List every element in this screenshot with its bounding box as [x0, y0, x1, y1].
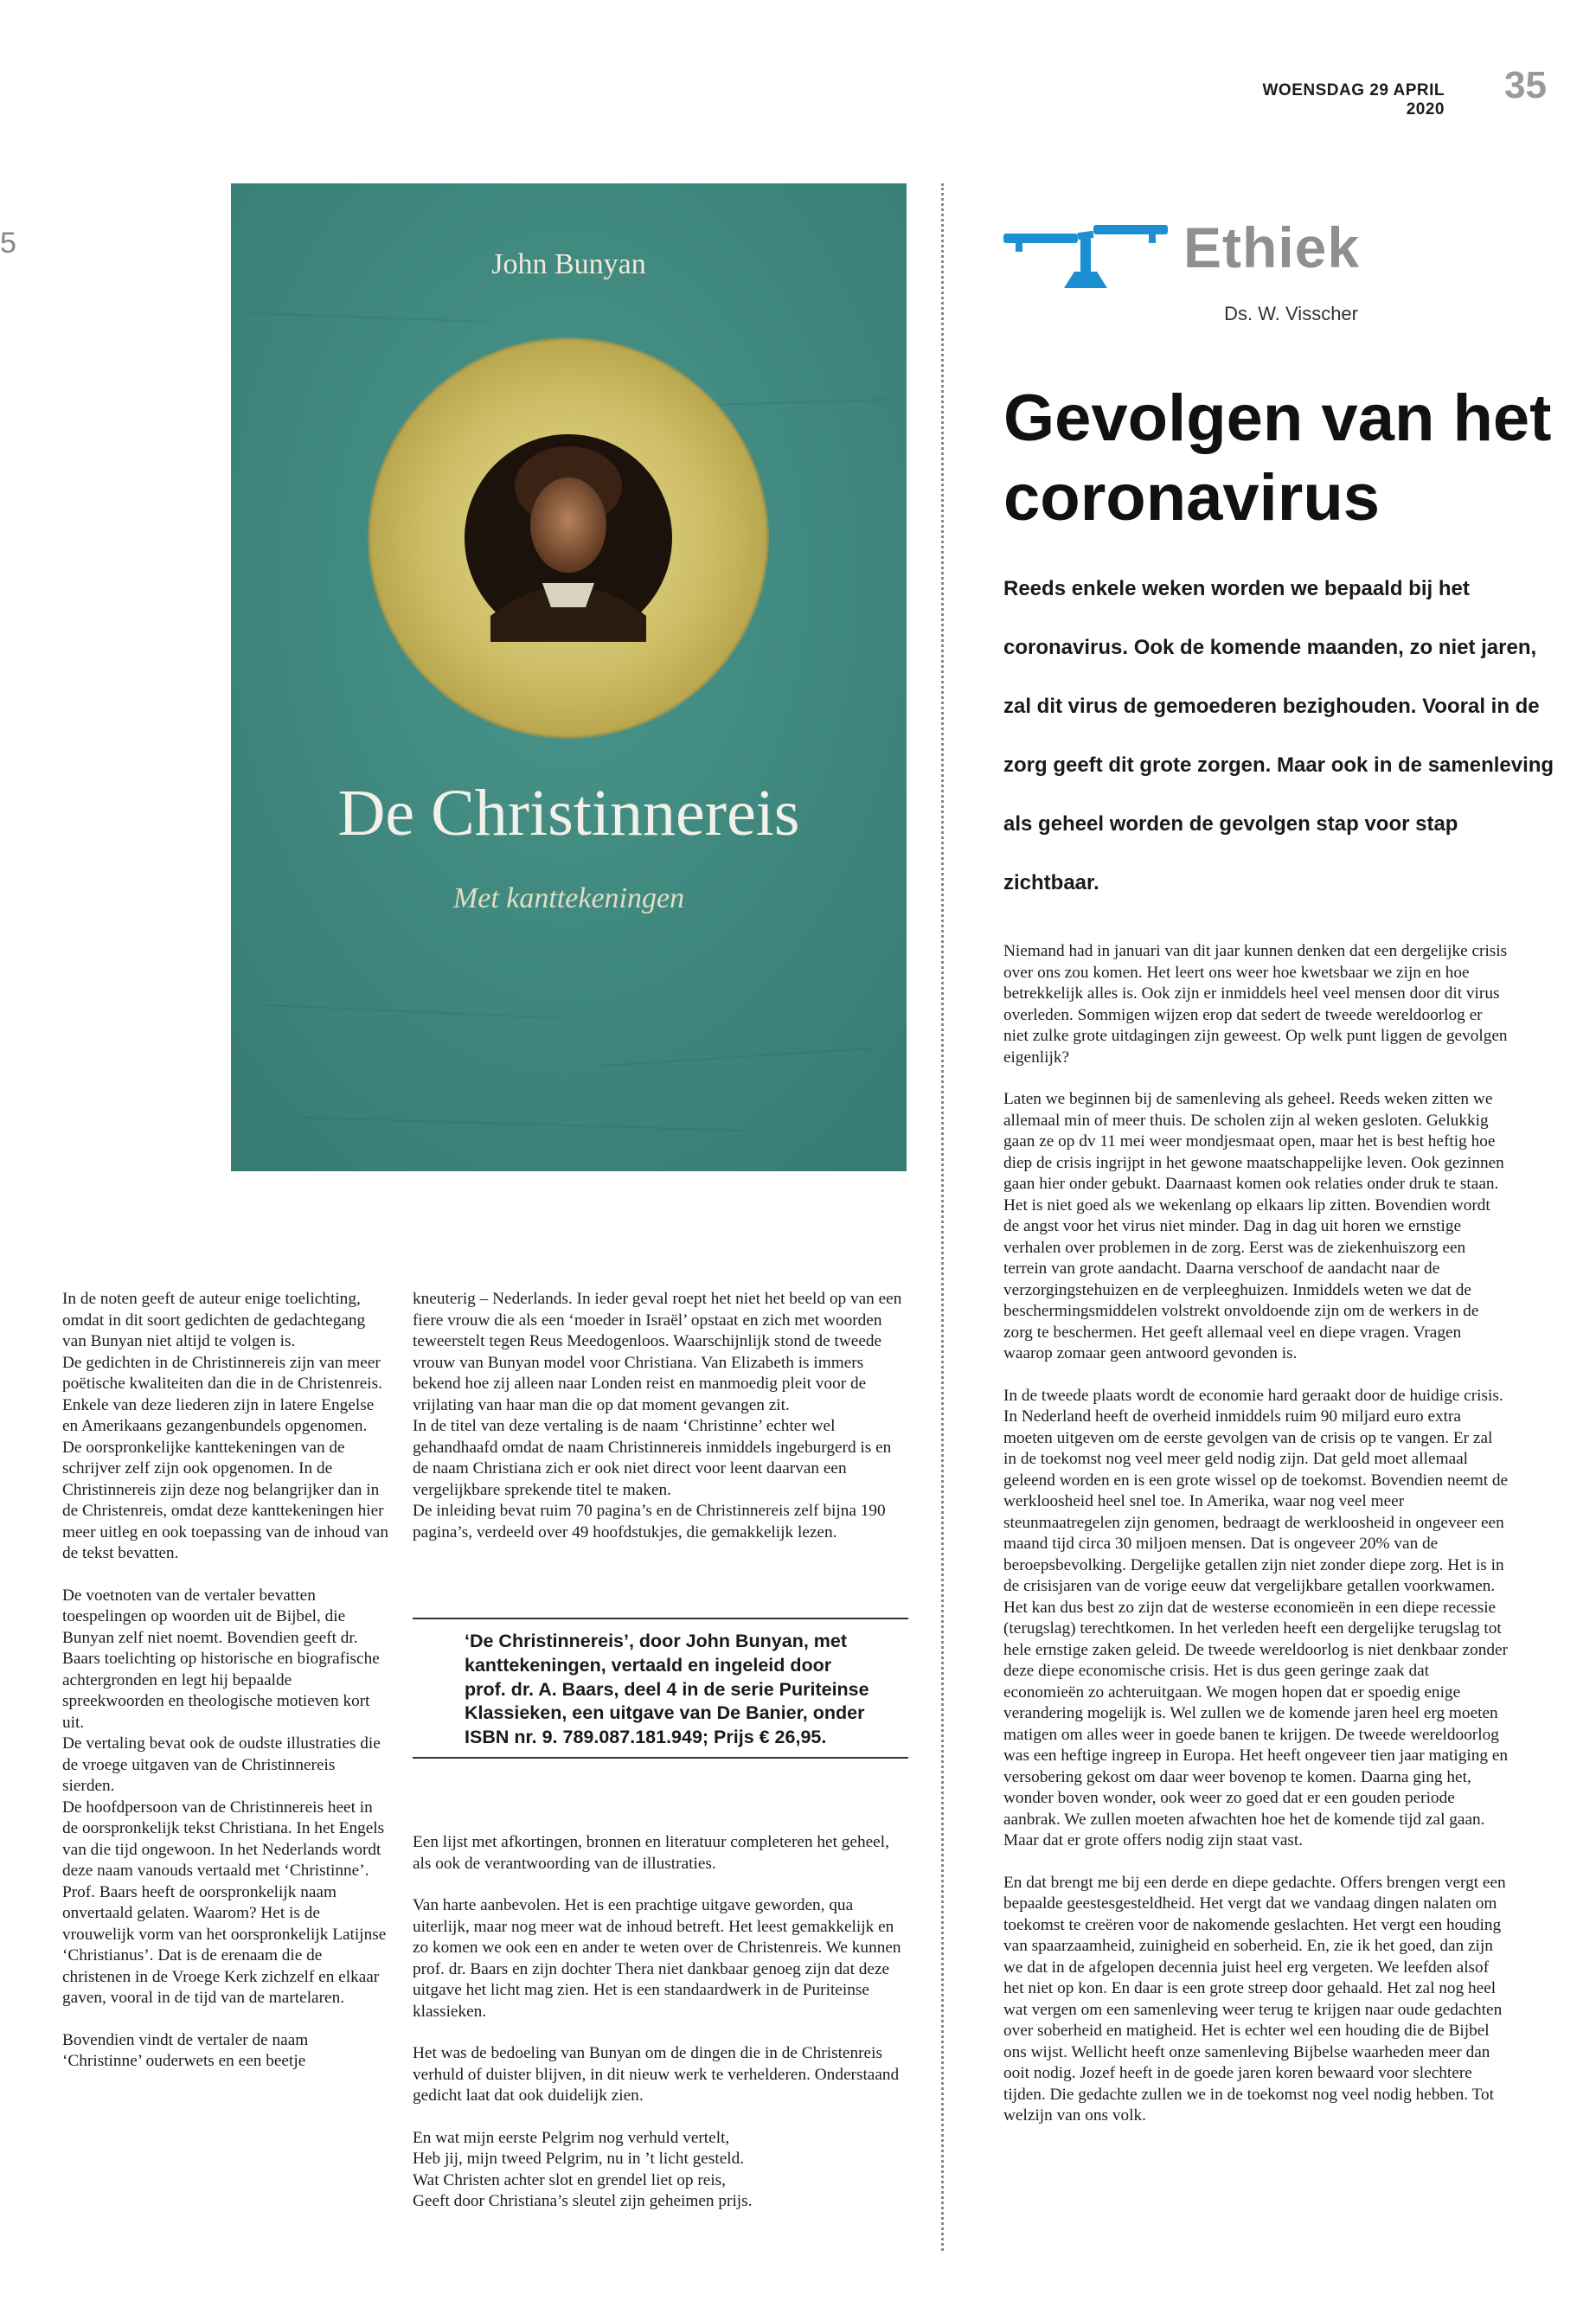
article-paragraph: En dat brengt me bij een derde en diepe gedachte. Offers brengen vergt een bepaalde geestesgesteldheid. Het vergt dat we vandaag dingen nalaten om toekomst te creëren voor de nakomende geslachten. Het vergt een houding van spaarzaamheid, zuinigheid en soberheid. En, zie ik het goed, dan zijn we dat in de afgelopen decennia juist heel erg vergeten. We leefden alsof het niet op kon. En daar is een grote streep door gehaald. Het zal nog heel wat vergen om een samenleving weer terug te krijgen naar oude gedachten over soberheid en matigheid. Het is echter wel een houding die de Bijbel ons wijst. Wellicht heeft onze samenleving Bijbelse waarheden meer dan ooit nodig. Jozef heeft in de goede jaren koren bewaard voor slechtere tijden. Die gedachte zullen we in de toekomst nog veel nodig hebben. Tot welzijn van ons volk.	[1003, 1873, 1506, 2125]
book-info-text: ‘De Christinnereis’, door John Bunyan, met kanttekeningen, vertaald en ingeleid door prof. dr. A. Baars, deel 4 in de serie Puriteinse Klassieken, een uitgave van De Banier, onder ISBN nr. 9. 789.087.181.949; Prijs € 26,95.	[465, 1631, 869, 1748]
rubric-label: Ethiek	[1183, 215, 1361, 279]
review-paragraph: Het was de bedoeling van Bunyan om de dingen die in de Christenreis verhuld of duister blijven, in dit nieuw werk te verhelderen. Onderstaand gedicht laat dat ook duidelijk zien.	[413, 2044, 900, 2105]
poem: En wat mijn eerste Pelgrim nog verhuld vertelt, Heb jij, mijn tweed Pelgrim, nu in ’t licht gesteld. Wat Christen achter slot en grendel liet op reis, Geeft door Christiana’s sleutel zijn geheimen prijs.	[413, 2128, 753, 2210]
review-paragraph: Van harte aanbevolen. Het is een prachtige uitgave geworden, qua uiterlijk, maar nog meer wat de inhoud betreft. Het leest gemakkelijk en zo komen we ook een en ander te weten over de Christenreis. We kunnen prof. dr. Baars en zijn dochter Thera niet dankbaar genoeg zijn dat deze uitgave het licht mag zien. Het is een standaardwerk in de Puriteinse klassieken.	[413, 1896, 901, 2021]
review-paragraph: kneuterig – Nederlands. In ieder geval roept het niet het beeld op van een fiere vrouw die als een ‘moeder in Israël’ opstaat en zich met woorden teweerstelt tegen Reus Meedogenloos. Waarschijnlijk stond de tweede vrouw van Bunyan model voor Christiana. Van Elizabeth is immers bekend hoe zij alleen naar Londen reist en manmoedig pleit voor de vrijlating van haar man die op dat moment gevangen zit. In de titel van deze vertaling is de naam ‘Christinne’ echter wel gehandhaafd omdat de naam Christinnereis inmiddels ingeburgerd is en de naam Christiana zich er ook niet direct voor leent daarvan een vergelijkbare sprekende titel te maken. De inleiding bevat ruim 70 pagina’s en de Christinnereis zelf bijna 190 pagina’s, verdeeld over 49 hoofdstukjes, die gemakkelijk lezen.	[413, 1290, 902, 1541]
book-cover-artwork	[231, 183, 907, 1171]
article-paragraph: In de tweede plaats wordt de economie hard geraakt door de huidige crisis. In Nederland heeft de overheid inmiddels ruim 90 miljard euro extra moeten uitgeven om de eerste gevolgen van de crisis op te vangen. Er zal in de toekomst nog veel meer geld nodig zijn. Dat geld moet allemaal geleend worden en is een grote wissel op de toekomst. Bovendien neemt de werkloosheid heel snel toe. In Amerika, waar nog veel meer steunmaatregelen zijn genomen, bedraagt de werkloosheid in ongeveer een maand tijd circa 30 miljoen mensen. Dat is ongeveer 20% van de beroepsbevolking. Dergelijke getallen zijn niet zonder diepe zorg. Het is in de crisisjaren van de vorige eeuw dat vergelijkbare getallen voorkwamen. Het kan dus best zo zijn dat de westerse economieën in een diepe recessie (terugslag) terechtkomen. In het verleden heeft een dergelijke terugslag tot hele ernstige zaken geleid. De tweede wereldoorlog is niet denkbaar zonder deze diepe economische crisis. Het is dus geen geringe zaak dat economieën zo achteruitgaan. We mogen hopen dat er spoedig enige verandering mogelijk is. Wel zullen we de komende jaren heel erg moeten matigen om alles weer in goede banen te krijgen. De tweede wereldoorlog was een heftige ingreep in Europa. Het heeft ongeveer tien jaar matiging en versobering gekost om daar weer bovenop te komen. Daarna ging het, wonder boven wonder, ook weer zo goed dat er een gouden periode aanbrak. We zullen moeten afwachten hoe het de komende tijd zal gaan. Maar dat er grote offers nodig zijn staat vast.	[1003, 1386, 1509, 1849]
edge-page-fragment: 5	[0, 227, 16, 260]
article-paragraph: Niemand had in januari van dit jaar kunnen denken dat een dergelijke crisis over ons zou komen. Het leert ons weer hoe kwetsbaar we zijn en hoe betrekkelijk alles is. Ook zijn er inmiddels heel veel mensen door dit virus overleden. Sommigen wijzen erop dat sedert de tweede wereldoorlog er niet zulke grote uitdagingen zijn geweest. Op welk punt liggen de gevolgen eigenlijk?	[1003, 942, 1508, 1067]
review-column-middle-continued	[413, 1832, 908, 2213]
column-divider	[941, 183, 944, 2251]
review-paragraph: De voetnoten van de vertaler bevatten toespelingen op woorden uit de Bijbel, die Bunyan zelf niet noemt. Bovendien geeft dr. Baars toelichting op historische en biografische achtergronden en legt hij bepaalde spreekwoorden en theologische motieven kort uit. De vertaling bevat ook de oudste illustraties die de vroege uitgaven van de Christinnereis sierden. De hoofdpersoon van de Christinnereis heet in de oorspronkelijk tekst Christiana. In het Engels van die tijd ongewoon. In het Nederlands wordt deze naam vanouds vertaald met ‘Christinne’. Prof. Baars heeft de oorspronkelijk naam onvertaald gelaten. Waarom? Het is de vrouwelijk vorm van het oorspronkelijk Latijnse ‘Christianus’. Dat is de erenaam die de christenen in de Vroege Kerk zichzelf en elkaar gaven, vooral in de tijd van de martelaren.	[62, 1586, 387, 2007]
article-body	[1003, 941, 1509, 2127]
article-headline: Gevolgen van het coronavirus	[1003, 381, 1552, 535]
review-paragraph: Bovendien vindt de vertaler de naam ‘Christinne’ ouderwets en een beetje	[62, 2030, 309, 2070]
article-lead: Reeds enkele weken worden we bepaald bij het coronavirus. Ook de komende maanden, zo niet jaren, zal dit virus de gemoederen bezighouden. Vooral in de zorg geeft dit grote zorgen. Maar ook in de samenleving als geheel worden de gevolgen stap voor stap zichtbaar.	[1003, 577, 1554, 894]
review-column-left	[62, 1289, 389, 2073]
cover-author: John Bunyan	[491, 248, 646, 280]
article-author: Ds. W. Visscher	[1224, 303, 1358, 324]
page-number: 35	[1504, 64, 1547, 106]
review-paragraph: Een lijst met afkortingen, bronnen en literatuur completeren het geheel, als ook de verantwoording van de illustraties.	[413, 1833, 889, 1873]
cover-title: De Christinnereis	[337, 777, 800, 849]
article-paragraph: Laten we beginnen bij de samenleving als geheel. Reeds weken zitten we allemaal min of meer thuis. De scholen zijn al weken gesloten. Gelukkig gaan ze op dv 11 mei weer mondjesmaat open, maar het is best heftig hoe diep de crisis ingrijpt in het gewone maatschappelijke leven. Ook gezinnen gaan hier onder gebukt. Daarnaast komen ook relaties onder druk te staan. Het is niet goed als we wekenlang op elkaars lip zitten. Bovendien wordt de angst voor het virus niet minder. Dag in dag uit horen we ernstige verhalen over problemen in de zorg. Eerst was de ziekenhuiszorg een terrein van grote aandacht. Daarna verschoof de aandacht naar de verzorgingstehuizen en de verpleeghuizen. Inmiddels weten we dat de beschermingsmiddelen volstrekt onvoldoende zijn om de werkers in de zorg te beschermen. Het geeft allemaal veel en diepe vragen. Vragen waarop zomaar geen antwoord gevonden is.	[1003, 1090, 1504, 1362]
review-column-middle	[413, 1289, 908, 1543]
book-cover	[231, 183, 907, 1171]
issue-date: WOENSDAG 29 APRIL 2020	[1262, 81, 1445, 119]
cover-subtitle: Met kanttekeningen	[452, 882, 685, 914]
book-info-box	[413, 1618, 908, 1759]
review-paragraph: In de noten geeft de auteur enige toelichting, omdat in dit soort gedichten de gedachtegang van Bunyan niet altijd te volgen is. De gedichten in de Christinnereis zijn van meer poëtische kwaliteiten dan die in de Christenreis. Enkele van deze liederen zijn in latere Engelse en Amerikaans gezangenbundels opgenomen. De oorspronkelijke kanttekeningen van de schrijver zelf zijn ook opgenomen. In de Christinnereis zijn deze nog belangrijker dan in de Christenreis, omdat deze kanttekeningen hier meer uitleg en ook toepassing van de inhoud van de tekst bevatten.	[62, 1290, 388, 1562]
scales-icon	[1003, 215, 1168, 292]
